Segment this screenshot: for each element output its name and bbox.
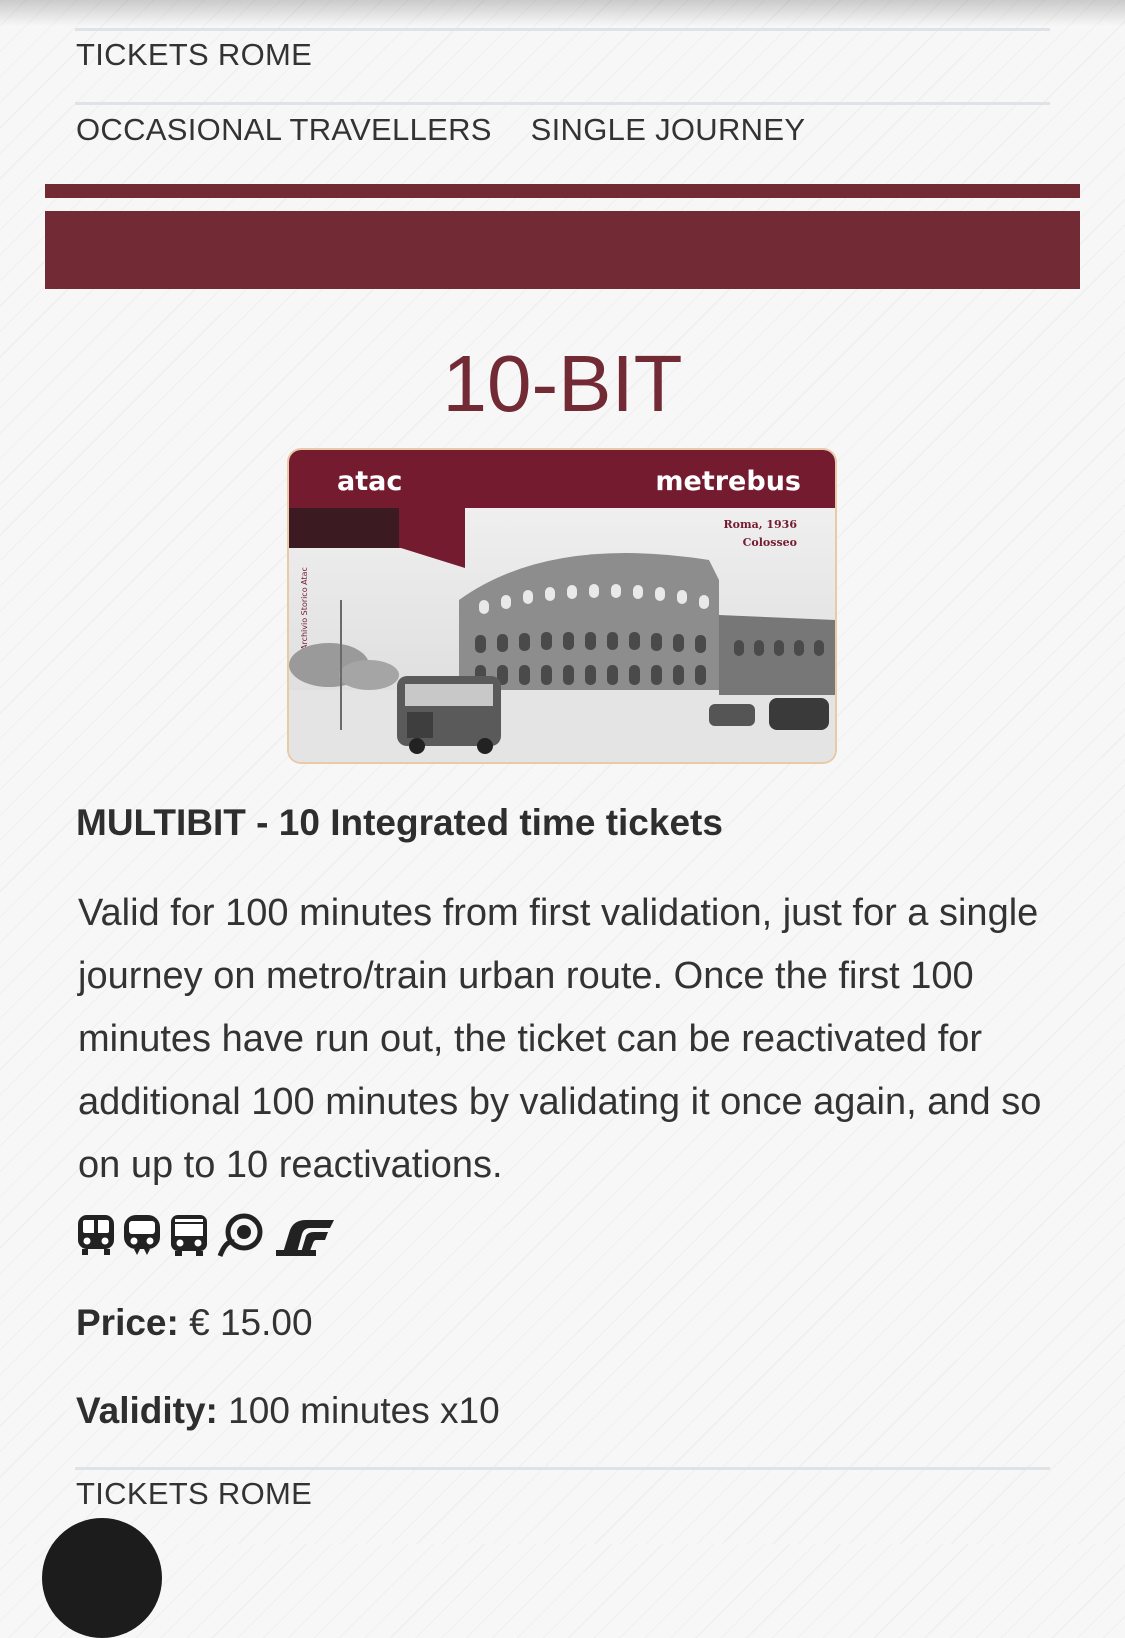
card-caption-line2: Colosseo <box>742 536 797 549</box>
trenitalia-icon <box>274 1212 336 1263</box>
breadcrumb-item-occasional-travellers[interactable]: OCCASIONAL TRAVELLERS <box>76 112 492 147</box>
metro-icon <box>76 1213 116 1262</box>
tram-icon <box>122 1213 162 1262</box>
bus-icon <box>168 1213 210 1262</box>
cotral-icon <box>216 1210 268 1265</box>
product-name: MULTIBIT - 10 Integrated time tickets <box>76 802 723 843</box>
card-brand-right: metrebus <box>655 466 801 497</box>
card-caption-line1: Roma, 1936 <box>723 518 797 531</box>
price-row <box>76 1302 313 1344</box>
header-banner <box>45 211 1080 289</box>
divider <box>75 1467 1050 1470</box>
top-shadow <box>0 0 1125 26</box>
validity-row <box>76 1390 500 1432</box>
price-value: € 15.00 <box>189 1302 313 1343</box>
validity-value: 100 minutes x10 <box>228 1390 500 1431</box>
validity-label: Validity: <box>76 1390 218 1431</box>
transport-icons <box>76 1212 336 1262</box>
breadcrumb-link-tickets-rome[interactable]: TICKETS ROME <box>76 37 313 72</box>
card-side-text: Archivio Storico Atac <box>300 567 309 650</box>
floating-action-button[interactable] <box>42 1518 162 1638</box>
ticket-title: 10-BIT <box>442 339 683 428</box>
breadcrumb-item-single-journey[interactable]: SINGLE JOURNEY <box>530 112 806 147</box>
card-brand-left: atac <box>337 466 403 497</box>
divider <box>75 102 1050 105</box>
price-label: Price: <box>76 1302 179 1343</box>
accent-bar <box>45 184 1080 198</box>
divider <box>75 28 1050 31</box>
breadcrumb-link-tickets-rome-bottom[interactable]: TICKETS ROME <box>76 1476 313 1511</box>
ticket-card-image <box>289 450 835 762</box>
breadcrumb-bottom[interactable] <box>76 1476 312 1512</box>
ticket-description: Valid for 100 minutes from first validation, just for a single journey on metro/train urban route. Once the first 100 minutes have run out, the ticket can be reactivated for additional 100 minutes by validating it once again, and so on up to 10 reactivations. <box>78 892 1042 1186</box>
breadcrumb <box>76 112 835 148</box>
breadcrumb-top[interactable] <box>76 37 312 73</box>
